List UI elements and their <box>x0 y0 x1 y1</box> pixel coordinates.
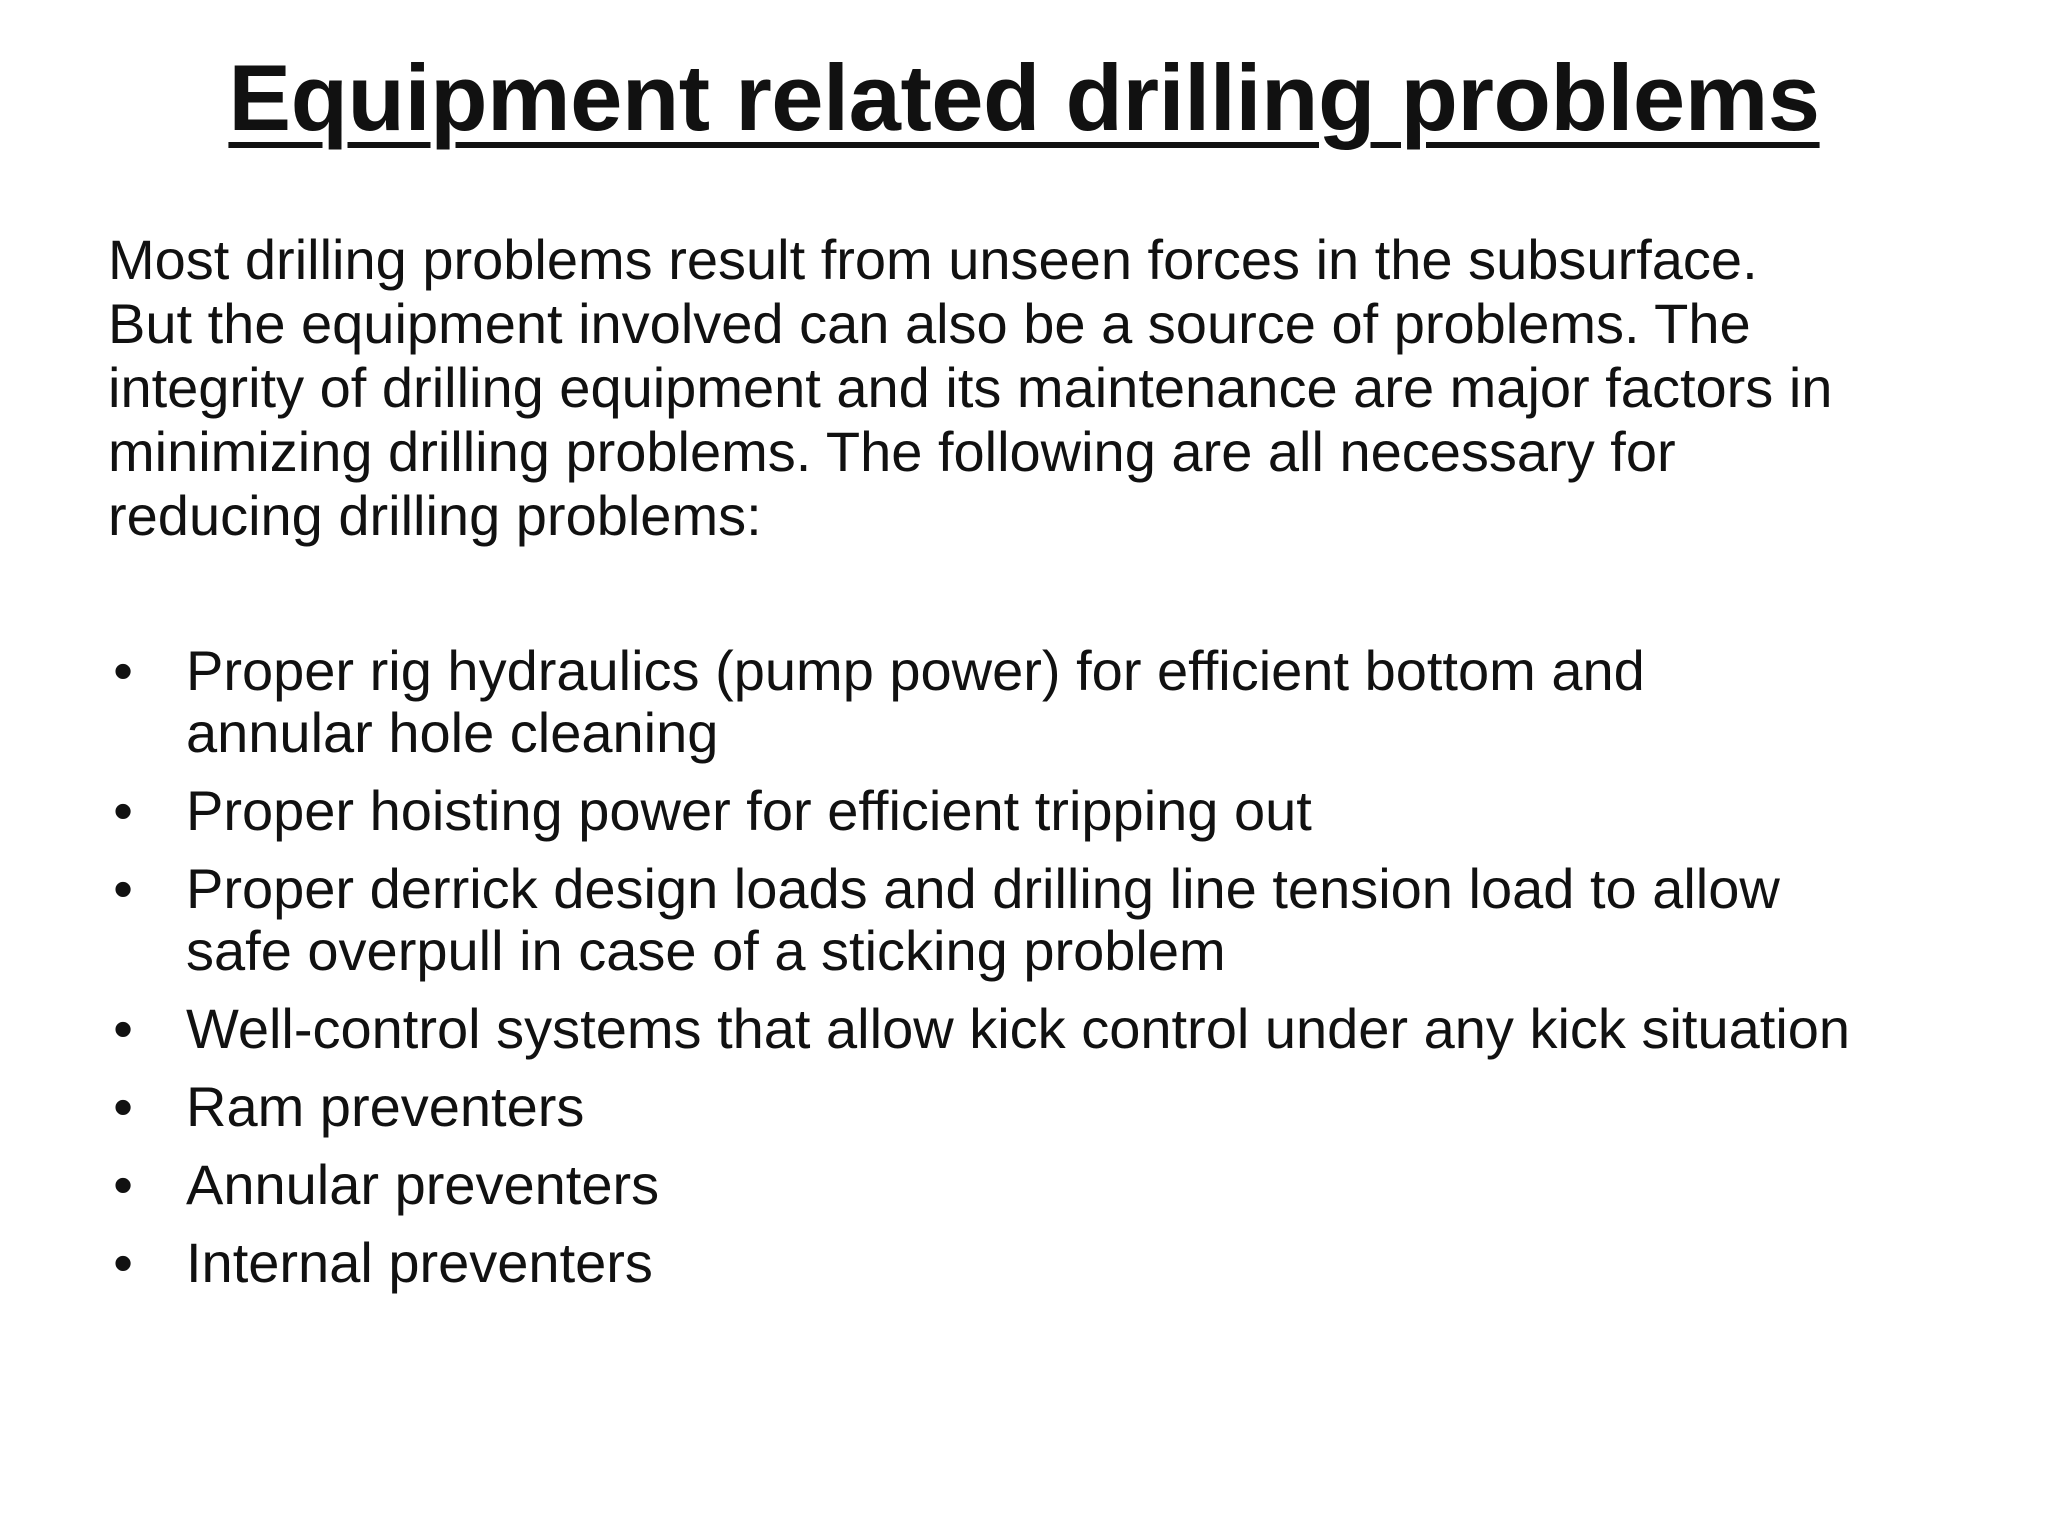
intro-line: But the equipment involved can also be a source of problems. The <box>108 292 1751 355</box>
bullet-list <box>108 640 2028 1310</box>
bullet-line: Annular preventers <box>186 1153 660 1216</box>
bullet-dot-icon: • <box>113 1231 133 1294</box>
intro-line: reducing drilling problems: <box>108 484 762 547</box>
intro-line: minimizing drilling problems. The following are all necessary for <box>108 420 1676 483</box>
bullet-line: safe overpull in case of a sticking problem <box>186 919 1226 982</box>
bullet-line: Ram preventers <box>186 1075 585 1138</box>
bullet-dot-icon: • <box>113 1153 133 1216</box>
bullet-item <box>108 780 2028 842</box>
intro-line: integrity of drilling equipment and its maintenance are major factors in <box>108 356 1833 419</box>
intro-paragraph <box>108 228 2028 548</box>
intro-line: Most drilling problems result from unseen forces in the subsurface. <box>108 228 1758 291</box>
slide-title-text: Equipment related drilling problems <box>228 45 1820 150</box>
slide-title <box>0 38 2048 158</box>
bullet-item <box>108 1232 2028 1294</box>
bullet-item <box>108 858 2028 982</box>
bullet-dot-icon: • <box>113 1075 133 1138</box>
bullet-dot-icon: • <box>113 857 133 920</box>
bullet-line: Proper rig hydraulics (pump power) for efficient bottom and <box>186 639 1645 702</box>
bullet-line: annular hole cleaning <box>186 701 719 764</box>
bullet-item <box>108 640 2028 764</box>
bullet-line: Well-control systems that allow kick control under any kick situation <box>186 997 1851 1060</box>
bullet-line: Proper hoisting power for efficient tripping out <box>186 779 1312 842</box>
bullet-item <box>108 1076 2028 1138</box>
bullet-dot-icon: • <box>113 639 133 702</box>
bullet-item <box>108 1154 2028 1216</box>
bullet-item <box>108 998 2028 1060</box>
bullet-dot-icon: • <box>113 997 133 1060</box>
bullet-line: Proper derrick design loads and drilling line tension load to allow <box>186 857 1780 920</box>
bullet-dot-icon: • <box>113 779 133 842</box>
bullet-line: Internal preventers <box>186 1231 653 1294</box>
